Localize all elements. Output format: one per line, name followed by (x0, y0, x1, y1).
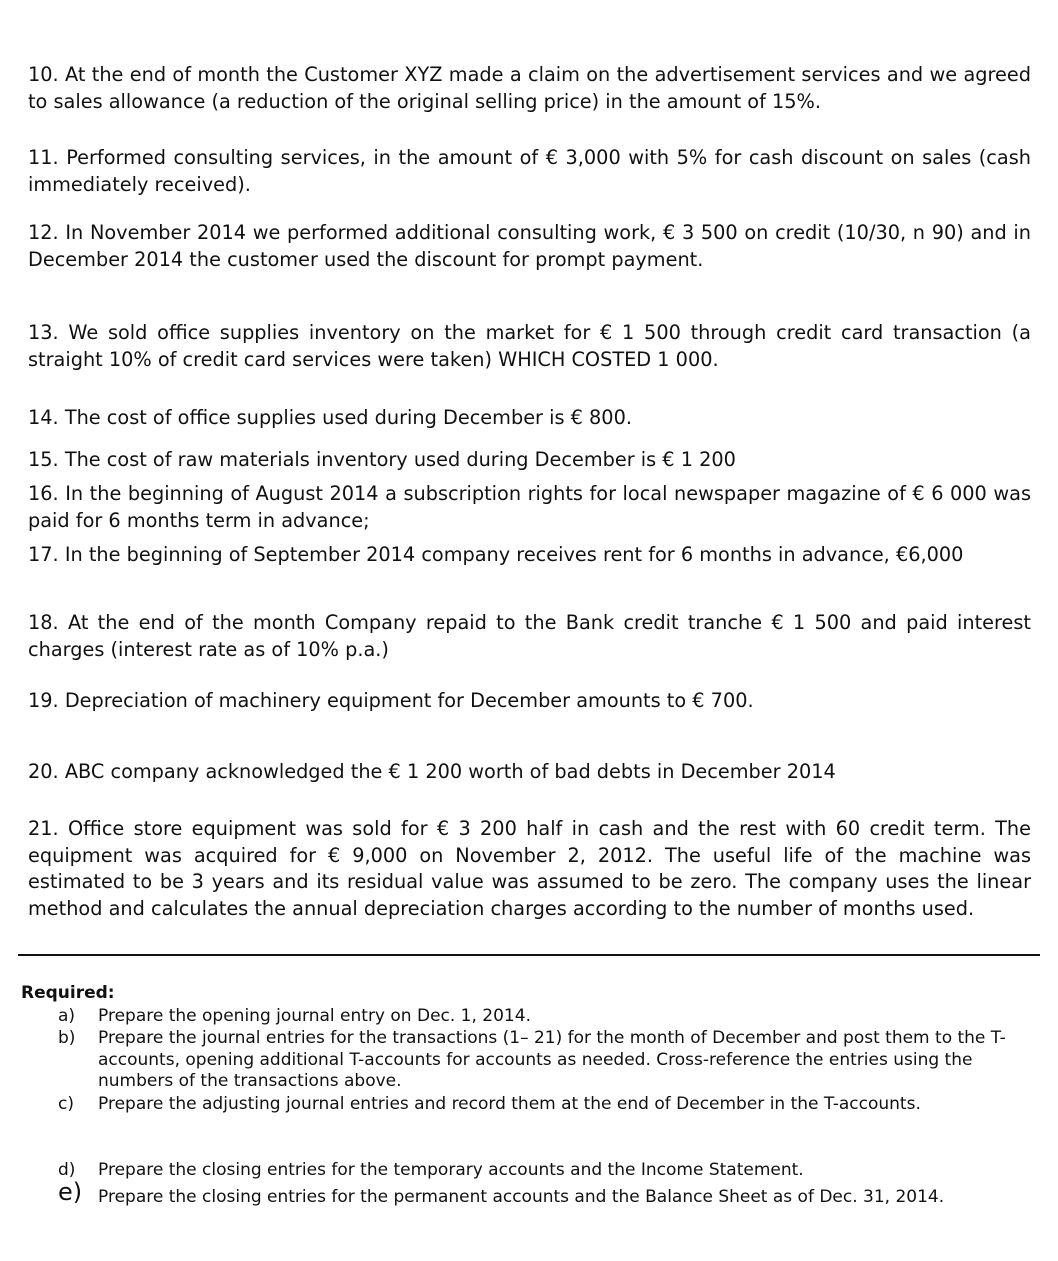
transaction-text: Performed consulting services, in the amount of € 3,000 with 5% for cash discount on sales (cash immediately received). (28, 146, 1031, 196)
transaction-number: 15. (28, 448, 59, 471)
transaction-20 (28, 759, 1031, 786)
transaction-text: Depreciation of machinery equipment for December amounts to € 700. (64, 689, 754, 712)
item-label: e) (58, 1178, 83, 1206)
transaction-12 (28, 220, 1031, 273)
transaction-number: 18. (28, 611, 59, 634)
transaction-number: 13. (28, 321, 59, 344)
required-item-e (58, 1178, 1008, 1209)
transaction-text: The cost of office supplies used during December is € 800. (64, 406, 632, 429)
item-label: c) (58, 1094, 74, 1114)
item-label: a) (58, 1006, 76, 1026)
transaction-13 (28, 320, 1031, 373)
item-text: Prepare the opening journal entry on Dec. 1, 2014. (98, 1006, 531, 1026)
item-text: Prepare the closing entries for the permanent accounts and the Balance Sheet as of Dec. 31, 2014. (98, 1187, 945, 1207)
required-item-d (58, 1160, 1008, 1182)
transaction-15 (28, 447, 1031, 474)
transaction-number: 16. (28, 482, 59, 505)
transaction-text: ABC company acknowledged the € 1 200 worth of bad debts in December 2014 (64, 760, 836, 783)
required-item-c (58, 1094, 1008, 1116)
transaction-17 (28, 542, 1031, 569)
item-text: Prepare the adjusting journal entries and record them at the end of December in the T-accounts. (98, 1094, 921, 1114)
transaction-text: At the end of the month Company repaid to the Bank credit tranche € 1 500 and paid interest charges (interest rate as of 10% p.a.) (28, 611, 1031, 661)
transaction-number: 14. (28, 406, 59, 429)
transaction-text: In the beginning of August 2014 a subscription rights for local newspaper magazine of € 6 000 was paid for 6 months term in advance; (28, 482, 1031, 532)
transaction-21 (28, 816, 1031, 922)
transaction-text: We sold office supplies inventory on the market for € 1 500 through credit card transaction (a straight 10% of credit card services were taken) WHICH COSTED 1 000. (28, 321, 1031, 371)
transaction-19 (28, 688, 1031, 715)
required-heading: Required: (21, 983, 115, 1003)
transaction-text: Office store equipment was sold for € 3 200 half in cash and the rest with 60 credit term. The equipment was acquired for € 9,000 on November 2, 2012. The useful life of the machine was estimated to be 3 years and its residual value was assumed to be zero. The company uses the linear method and calculates the annual depreciation charges according to the number of months used. (28, 817, 1031, 920)
transaction-number: 11. (28, 146, 59, 169)
section-divider (18, 954, 1040, 956)
transaction-text: The cost of raw materials inventory used during December is € 1 200 (64, 448, 736, 471)
transaction-text: In November 2014 we performed additional consulting work, € 3 500 on credit (10/30, n 90) and in December 2014 the customer used the discount for prompt payment. (28, 221, 1031, 271)
transaction-number: 20. (28, 760, 59, 783)
required-item-a (58, 1006, 1008, 1028)
required-item-b (58, 1028, 1008, 1093)
transaction-14 (28, 405, 1031, 432)
transaction-11 (28, 145, 1031, 198)
transaction-number: 19. (28, 689, 59, 712)
transaction-number: 12. (28, 221, 59, 244)
transaction-text: In the beginning of September 2014 company receives rent for 6 months in advance, €6,000 (64, 543, 964, 566)
transaction-text: At the end of month the Customer XYZ made a claim on the advertisement services and we agreed to sales allowance (a reduction of the original selling price) in the amount of 15%. (28, 63, 1031, 113)
transaction-18 (28, 610, 1031, 663)
item-text: Prepare the closing entries for the temporary accounts and the Income Statement. (98, 1160, 804, 1180)
transaction-number: 21. (28, 817, 59, 840)
transaction-16 (28, 481, 1031, 534)
item-label: b) (58, 1028, 76, 1048)
transaction-number: 17. (28, 543, 59, 566)
item-label: d) (58, 1160, 76, 1180)
item-text: Prepare the journal entries for the transactions (1– 21) for the month of December and post them to the T-accounts, opening additional T-accounts for accounts as needed. Cross-reference the entries using the numbers of the transactions above. (98, 1028, 1006, 1091)
transaction-number: 10. (28, 63, 59, 86)
transaction-10 (28, 62, 1031, 115)
